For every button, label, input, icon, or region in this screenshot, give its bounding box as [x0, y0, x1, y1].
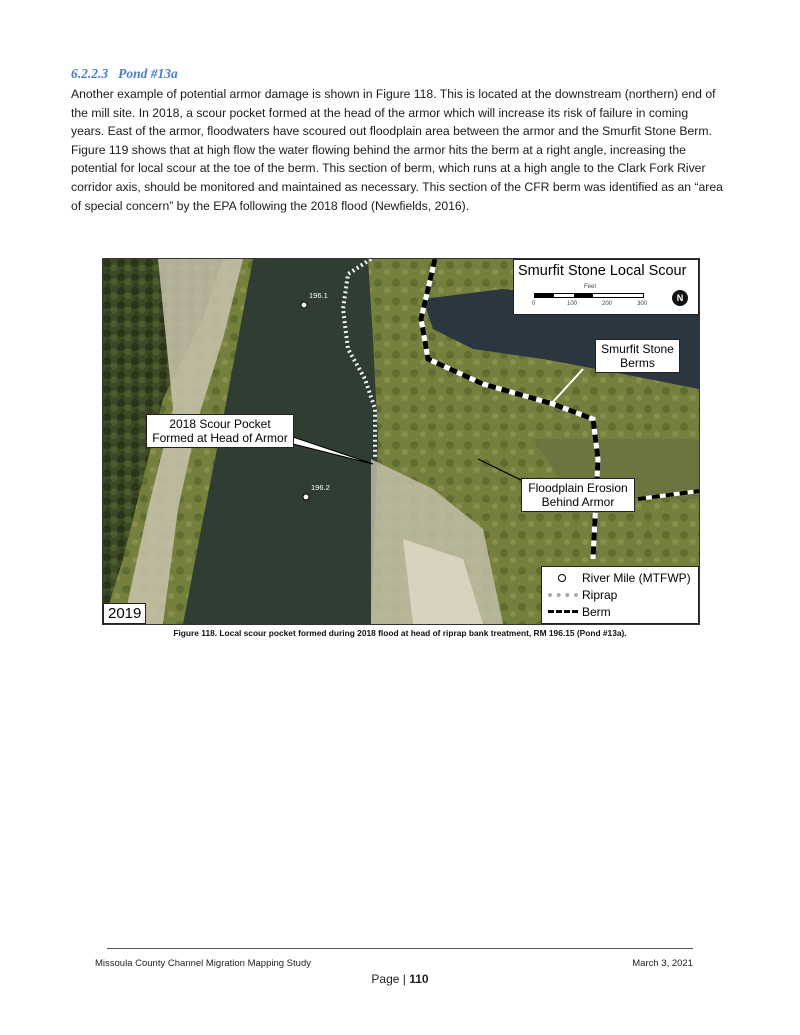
section-heading: [71, 66, 178, 82]
legend-row-river-mile: [548, 570, 691, 586]
north-arrow-icon: N: [672, 290, 688, 306]
legend-row-berm: [548, 604, 611, 620]
scale-tick: 200: [602, 301, 613, 307]
year-label: 2019: [103, 603, 146, 624]
aerial-map-figure: [102, 258, 700, 625]
legend-riprap-label: Riprap: [582, 588, 618, 602]
legend-row-riprap: [548, 587, 617, 603]
map-title-box: [513, 259, 699, 315]
map-legend: [541, 566, 699, 624]
figure-caption: Figure 118. Local scour pocket formed during 2018 flood at head of riprap bank treatment, RM 196.15 (Pond #13a).: [173, 628, 627, 638]
river-mile-label: 196.1: [309, 291, 328, 300]
berms-callout: Smurfit Stone Berms: [595, 339, 680, 373]
river-mile-label: 196.2: [311, 483, 330, 492]
page-number-value: 110: [409, 972, 429, 986]
section-number: 6.2.2.3: [71, 66, 109, 81]
footer-study-name: Missoula County Channel Migration Mapping Study: [95, 958, 311, 969]
scale-tick: 100: [567, 301, 578, 307]
footer-divider: [107, 948, 693, 949]
floodplain-callout: Floodplain Erosion Behind Armor: [521, 478, 635, 512]
page-number: [0, 972, 800, 986]
scale-bar: [534, 293, 644, 298]
page-label: Page |: [371, 972, 406, 986]
scale-tick: 0: [532, 301, 536, 307]
map-title: Smurfit Stone Local Scour: [518, 263, 687, 279]
scale-tick: 300: [637, 301, 648, 307]
river-mile-symbol-icon: [548, 573, 578, 583]
riprap-symbol-icon: [548, 590, 578, 600]
scale-unit: Feet: [584, 284, 597, 290]
berm-symbol-icon: [548, 607, 578, 617]
footer-date: March 3, 2021: [632, 958, 693, 969]
section-title: Pond #13a: [118, 66, 178, 81]
legend-berm-label: Berm: [582, 605, 611, 619]
scour-pocket-callout: 2018 Scour Pocket Formed at Head of Armor: [146, 414, 294, 448]
river-mile-point: [303, 494, 309, 500]
body-paragraph: Another example of potential armor damage is shown in Figure 118. This is located at the downstream (northern) end of the mill site. In 2018, a scour pocket formed at the head of the armor which will increase its risk of failure in coming years. East of the armor, floodwaters have scoured out floodplain area between the armor and the Smurfit Stone Berm. Figure 119 shows that at high flow the water flowing behind the armor hits the berm at a right angle, increasing the potential for local scour at the toe of the berm. This section of berm, which runs at a high angle to the Clark Fork River corridor axis, should be monitored and maintained as necessary. This section of the CFR berm was identified as an “area of special concern” by the EPA following the 2018 flood (Newfields, 2016).: [71, 87, 723, 213]
river-mile-point: [301, 302, 307, 308]
legend-river-mile-label: River Mile (MTFWP): [582, 571, 691, 585]
